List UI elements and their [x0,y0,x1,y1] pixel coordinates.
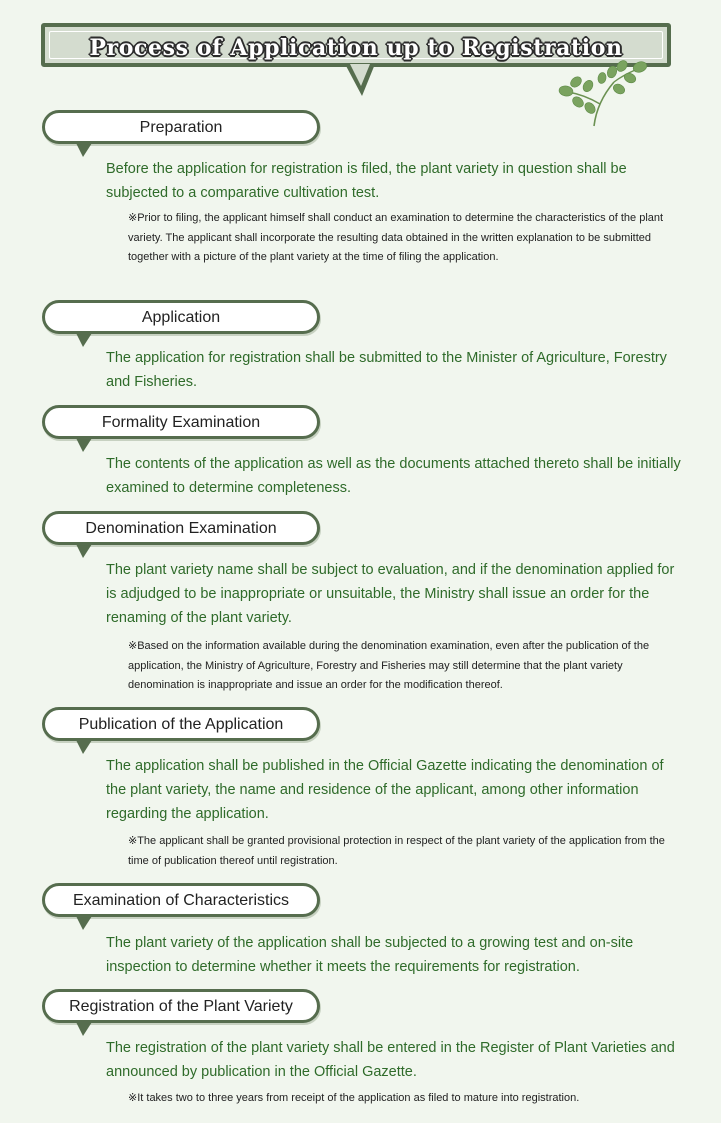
banner-pointer [345,64,375,98]
step-label: Denomination Examination [85,520,277,537]
step-registration [42,989,320,1023]
step-label: Preparation [139,119,223,136]
step-publication [42,707,320,741]
step-label: Registration of the Plant Variety [69,998,293,1015]
step-pointer [76,1022,92,1036]
step-denomination-examination [42,511,320,545]
step-note: ※Based on the information available during the denomination examination, even after the publication of the application, the Ministry of Agriculture, Forestry and Fisheries may still determine that the plant variety denomination is inappropriate and issue an order for the modification thereof. [128,640,650,691]
step-pointer [76,740,92,754]
step-label: Publication of the Application [78,716,284,733]
leaf-sprig-icon [556,58,654,128]
step-description: The plant variety name shall be subject to evaluation, and if the denomination applied for is adjudged to be inappropriate or unsuitable, the Ministry shall issue an order for the renaming of the plant variety. [106,562,675,626]
page-title: Process of Application up to Registration [89,35,623,61]
step-application [42,300,320,334]
step-description: The application for registration shall be submitted to the Minister of Agriculture, Forestry and Fisheries. [106,350,667,390]
step-pointer [76,916,92,930]
step-pointer [76,333,92,347]
step-label: Formality Examination [101,414,261,431]
step-pointer [76,544,92,558]
step-label: Application [141,309,221,326]
step-description: The application shall be published in the Official Gazette indicating the denomination of the plant variety, the name and residence of the applicant, among other information regarding the application. [106,758,664,822]
step-pointer [76,438,92,452]
step-note: ※Prior to filing, the applicant himself shall conduct an examination to determine the characteristics of the plant variety. The applicant shall incorporate the resulting data obtained in the written explanation to be submitted together with a picture of the plant variety at the time of filing the application. [128,212,664,263]
step-preparation [42,110,320,144]
step-description: Before the application for registration is filed, the plant variety in question shall be subjected to a comparative cultivation test. [106,161,627,201]
step-note: ※It takes two to three years from receipt of the application as filed to mature into registration. [128,1092,580,1104]
step-pointer [76,143,92,157]
step-description: The plant variety of the application shall be subjected to a growing test and on-site inspection to determine whether it meets the requirements for registration. [106,935,634,975]
step-description: The registration of the plant variety shall be entered in the Register of Plant Varieties and announced by publication in the Official Gazette. [106,1040,675,1080]
step-note: ※The applicant shall be granted provisional protection in respect of the plant variety of the application from the time of publication thereof until registration. [128,835,665,867]
step-examination-of-characteristics [42,883,320,917]
step-description: The contents of the application as well as the documents attached thereto shall be initially examined to determine completeness. [106,456,681,496]
step-formality-examination [42,405,320,439]
step-label: Examination of Characteristics [72,892,290,909]
